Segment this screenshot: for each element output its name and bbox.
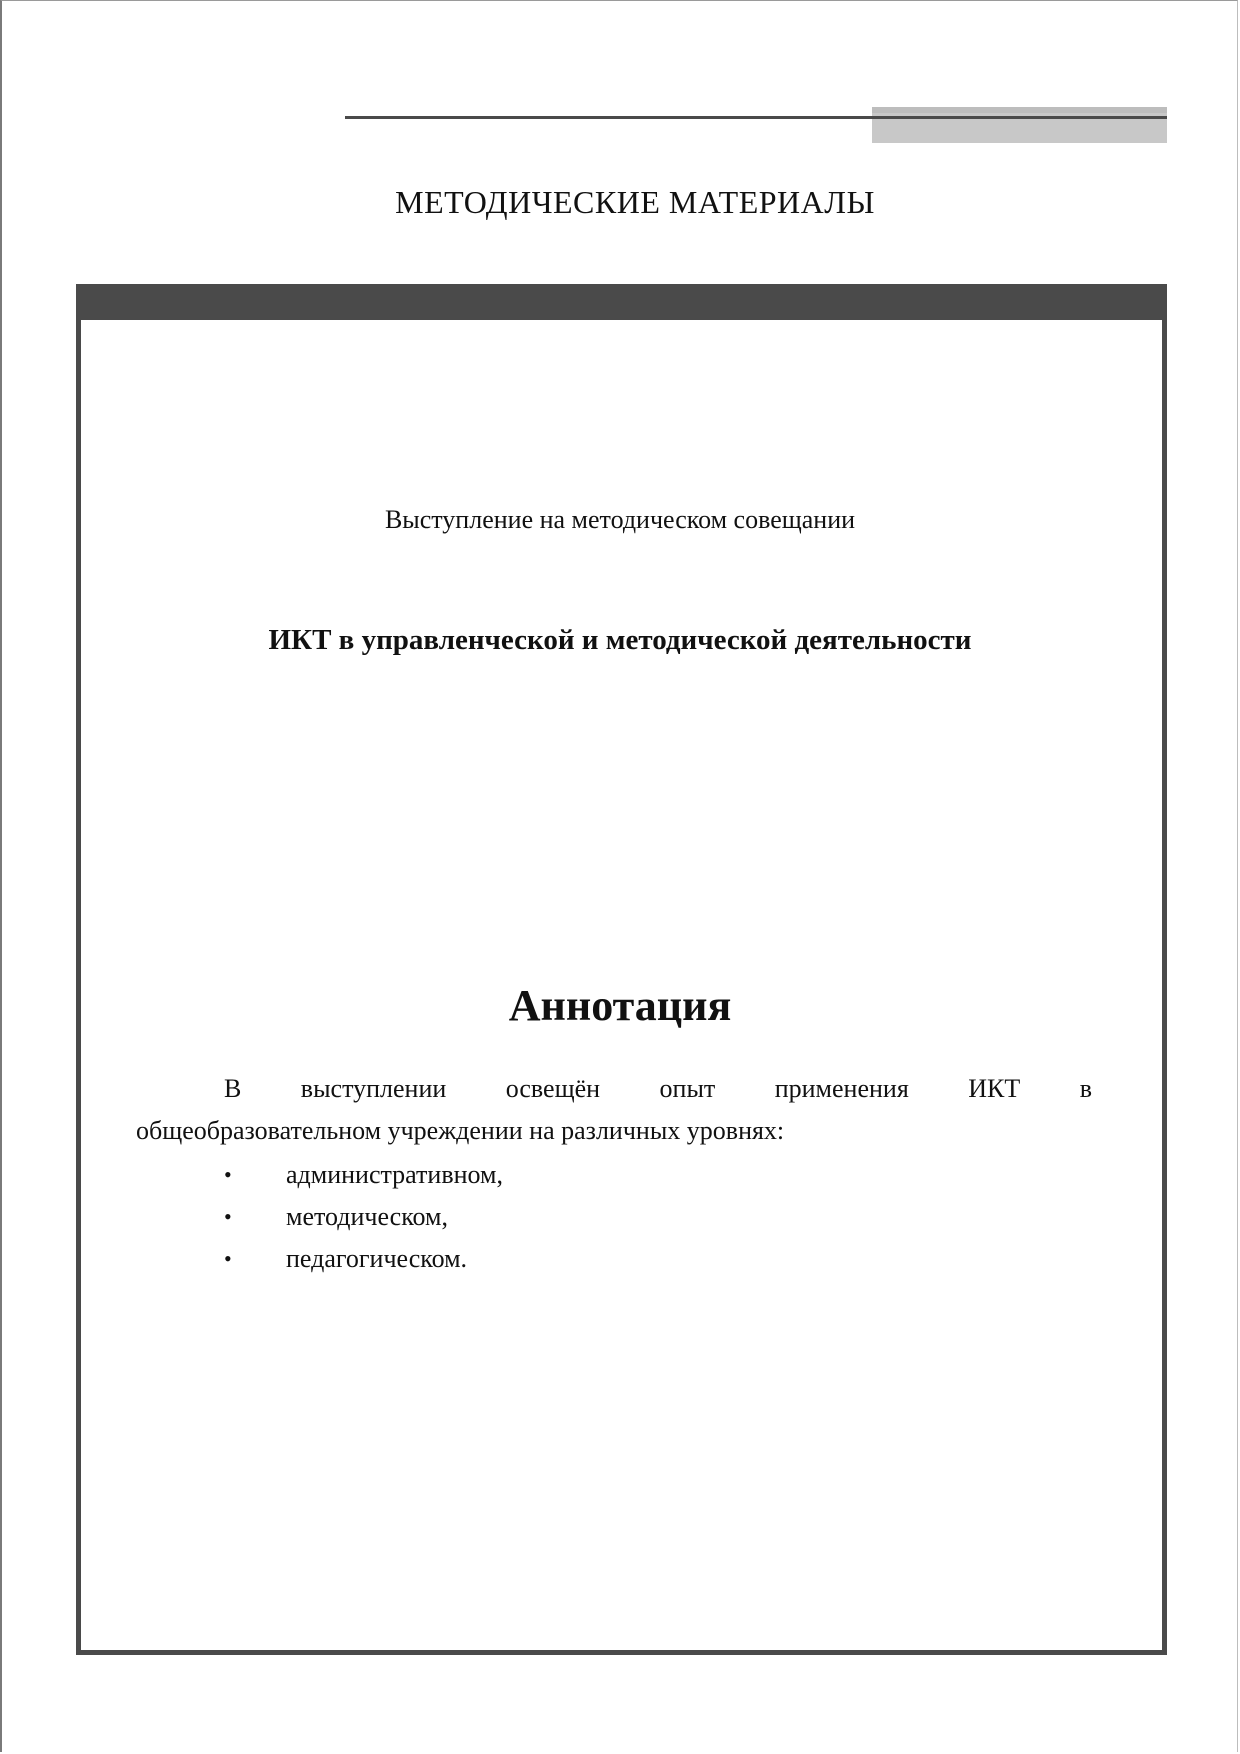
list-item-label: административном, xyxy=(286,1160,503,1189)
annotation-text-line-2: общеобразовательном учреждении на различных уровнях: xyxy=(136,1116,785,1145)
bullet-icon: • xyxy=(224,1204,232,1229)
annotation-text-line-1: В выступлении освещён опыт применения ИКТ в xyxy=(224,1074,1092,1103)
content-frame xyxy=(76,284,1167,1655)
header-accent-tab-top xyxy=(872,107,1167,113)
annotation-heading: Аннотация xyxy=(508,981,732,1030)
levels-list xyxy=(222,1154,503,1280)
list-item-label: педагогическом. xyxy=(286,1244,468,1273)
bullet-icon: • xyxy=(224,1246,232,1271)
speech-intro: Выступление на методическом совещании xyxy=(384,505,856,534)
list-item xyxy=(222,1154,503,1196)
list-item xyxy=(222,1238,503,1280)
list-item xyxy=(222,1196,503,1238)
speech-title: ИКТ в управленческой и методической деятельности xyxy=(268,624,972,656)
bullet-icon: • xyxy=(224,1162,232,1187)
header-rule xyxy=(345,116,1167,119)
annotation-paragraph xyxy=(136,1068,1092,1152)
list-item-label: методическом, xyxy=(286,1202,448,1231)
section-header-title: МЕТОДИЧЕСКИЕ МАТЕРИАЛЫ xyxy=(395,184,875,220)
